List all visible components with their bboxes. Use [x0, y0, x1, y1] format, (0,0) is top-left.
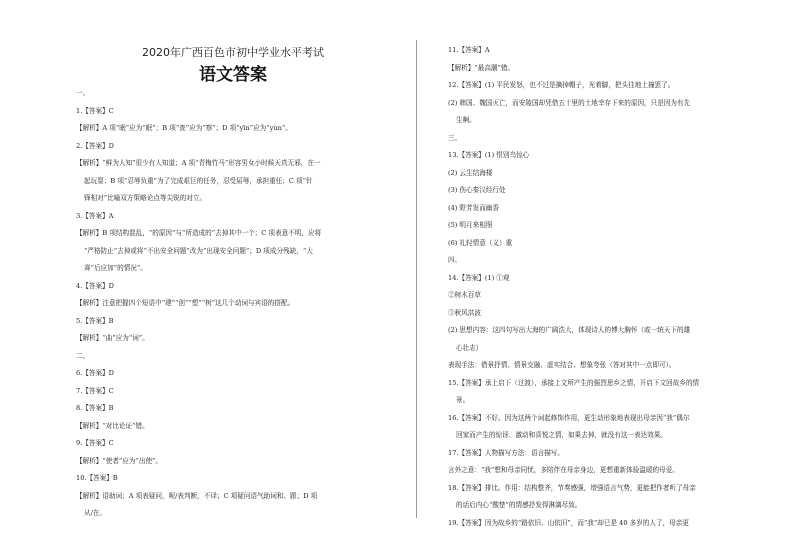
- answer-line: 14.【答案】(1) ①观: [448, 273, 510, 282]
- answer-line: 12.【答案】(1) 平民发怒，也不过是摘掉帽子，光着脚，把头往地上撞罢了。: [448, 81, 675, 89]
- answer-line: 心壮志）: [456, 343, 483, 352]
- answer-line: 言外之意：“我”想和母亲同忧，多陪伴在母亲身边，更想重新体验温暖的母爱。: [448, 466, 679, 474]
- answer-line: ②树木百草: [448, 291, 481, 299]
- answer-line: 表现手法：借景抒情、情景交融、虚实结合、想象夸张（答对其中一点即可）。: [448, 361, 676, 369]
- answer-line: ③秋风洪波: [448, 308, 481, 317]
- document-title: 2020年广西百色市初中学业水平考试: [142, 46, 324, 59]
- answer-line: 9.【答案】C: [76, 439, 114, 447]
- answer-line: 18.【答案】排比。作用：结构整齐，节奏感强，增强语言气势，更能把作者听了母亲: [448, 483, 696, 492]
- answer-line: 1.【答案】C: [76, 106, 114, 115]
- answer-line: 【解析】“对比论证”错。: [76, 421, 149, 430]
- answer-line: 景。: [456, 396, 470, 404]
- answer-line: 从/在。: [84, 509, 107, 517]
- answer-line: 【解析】A 项“眠”应为“眠”；B 项“查”应为“察”；D 项“yīn”应为“yùn”。: [76, 124, 292, 132]
- answer-line: 5.【答案】B: [76, 316, 114, 325]
- answer-line: 的话后内心“酸楚”的情感抒发得淋漓尽致。: [456, 501, 582, 509]
- answer-line: 15.【答案】承上启下（过渡），承接上文所产生的强烈思乡之情，开启下文回故乡的情: [448, 378, 700, 387]
- answer-line: (6) 礼轻情意（义）重: [448, 238, 513, 247]
- answer-line: 17.【答案】人物描写方法：语言描写。: [448, 448, 564, 457]
- answer-line: 二、: [76, 351, 90, 360]
- answer-line: 3.【答案】A: [76, 211, 114, 220]
- answer-line: 锋相对”比喻双方策略论点等尖锐的对立。: [84, 194, 207, 202]
- answer-line: 生啊。: [456, 116, 476, 124]
- answer-line: 7.【答案】C: [76, 386, 114, 395]
- answer-line: 16.【答案】不好。因为这两个词起修饰作用，更生动形象地表现出母亲因“我”偶尔: [448, 413, 690, 422]
- answer-line: (2) 云生结海楼: [448, 168, 493, 177]
- answer-line: (4) 野芳发而幽香: [448, 203, 499, 212]
- answer-line: (5) 明月来相照: [448, 221, 493, 229]
- answer-line: 三、: [448, 133, 462, 142]
- answer-line: 【解析】注意把握四个短语中“建”“创”“塑”“树”这几个动词与宾语的搭配。: [76, 299, 295, 307]
- answer-line: 13.【答案】(1) 恨别鸟惊心: [448, 151, 530, 159]
- answer-line: 10.【答案】B: [76, 474, 118, 482]
- column-divider: [416, 40, 417, 518]
- answer-line: 8.【答案】B: [76, 404, 114, 412]
- answer-line: 起玩耍；B 项“忍辱负重”为了完成艰巨的任务，忍受屈辱，承担重任；C 项“针: [84, 176, 313, 185]
- answer-line: 19.【答案】因为故乡的“路依旧、山依旧”，而“我”却已是 40 多岁的人了，母亲更: [448, 518, 689, 527]
- answer-line: 【解析】B 项结构混乱，“的原因”与“所造成的”去掉其中一个；C 项表意不明，应将: [76, 229, 322, 237]
- answer-line: (2) 思想内容：这四句写出大海的广阔浩大，体现诗人的博大胸怀（或一统天下的雄: [448, 326, 691, 334]
- answer-line: 赛”后应加“的情况”。: [84, 264, 147, 272]
- answer-line: 2.【答案】D: [76, 141, 114, 150]
- answer-line: 【解析】“鲜为人知”很少有人知道；A 项“青梅竹马”形容男女小时候天真无邪，在一: [76, 159, 321, 167]
- answer-line: 【解析】“最高潮”错。: [448, 63, 515, 72]
- answer-line: “严格防止”去掉或将“不出安全问题”改为“出现安全问题”；D 项成分残缺，“大: [84, 246, 313, 255]
- answer-line: 四、: [448, 256, 462, 264]
- answer-line: (2) 韩国、魏国灭亡，而安陵国却凭借五十里的土地幸存下来的原因，只是因为有先: [448, 98, 691, 107]
- answer-line: 【解析】“曲”应为“词”。: [76, 334, 149, 342]
- answer-line: 6.【答案】D: [76, 369, 114, 377]
- document-heading: 语文答案: [199, 65, 267, 85]
- answer-line: (3) 伤心秦汉经行处: [448, 186, 506, 194]
- answer-line: 一、: [76, 89, 90, 97]
- answer-line: 4.【答案】D: [76, 281, 114, 290]
- answer-line: 回家而产生的惊讶、激动和喜悦之情，如果去掉，就没有这一表达效果。: [456, 431, 667, 439]
- answer-line: 【解析】语助词；A 项表疑问，呢/表判断，不译；C 项疑问语气助词和、跟；D 项: [76, 491, 318, 500]
- answer-line: 11.【答案】A: [448, 46, 490, 54]
- answer-line: 【解析】“使者”应为“出使”。: [76, 456, 163, 465]
